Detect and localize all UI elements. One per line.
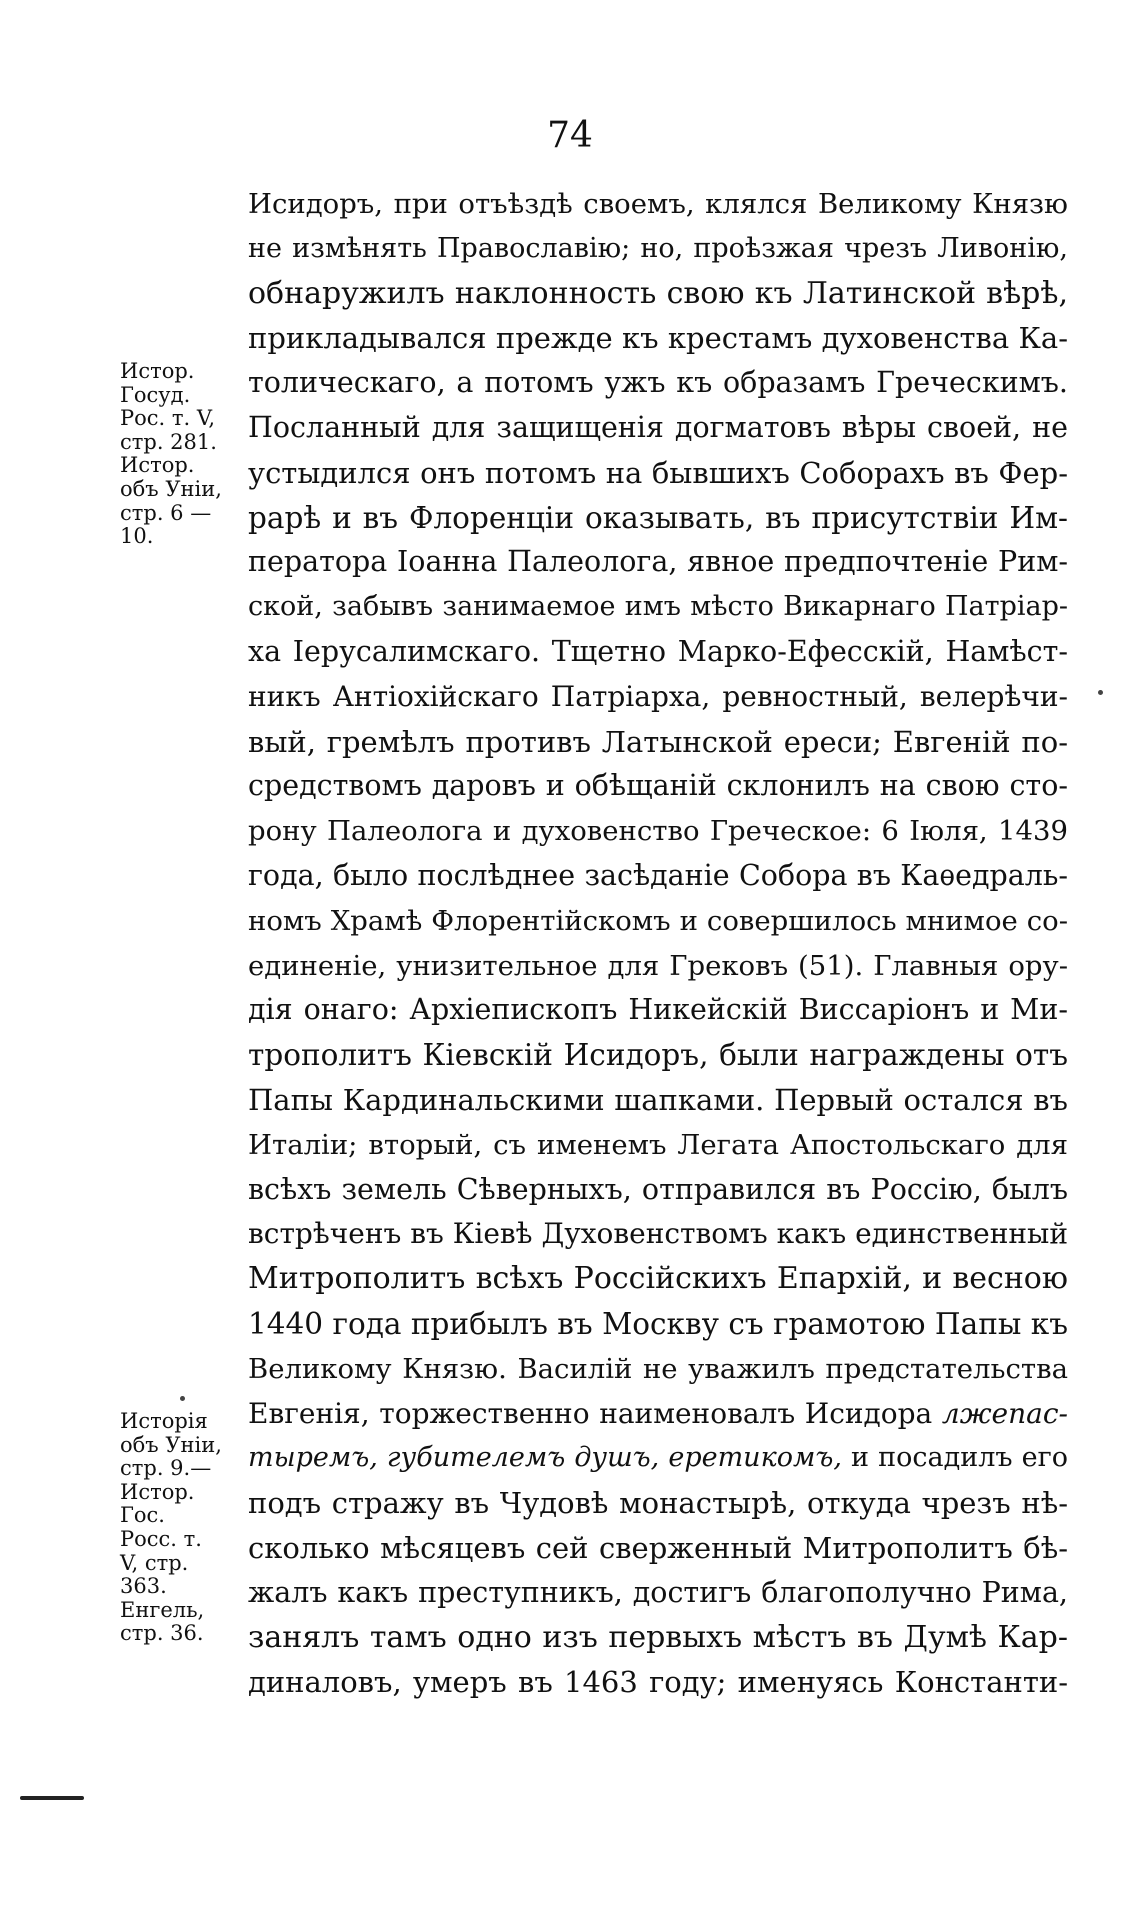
text-line: трополитъ Кіевскій Исидоръ, были награждены отъ bbox=[248, 1038, 1068, 1073]
italic-segment: тыремъ, губителемъ душъ, еретикомъ, bbox=[248, 1442, 842, 1474]
margin-note-line: Истор. bbox=[120, 359, 195, 383]
text-line: устыдился онъ потомъ на бывшихъ Соборахъ въ Фер- bbox=[248, 455, 1068, 490]
text-line: прикладывался прежде къ крестамъ духовенства Ка- bbox=[248, 321, 1068, 356]
text-segment: и посадилъ его bbox=[841, 1442, 1068, 1474]
text-line: рону Палеолога и духовенство Греческое: 6 Іюля, 1439 bbox=[248, 815, 1068, 848]
text-line: сколько мѣсяцевъ сей сверженный Митрополитъ бѣ- bbox=[248, 1530, 1068, 1565]
text-line: номъ Храмѣ Флорентійскомъ и совершилось мнимое со- bbox=[248, 904, 1068, 937]
text-line: подъ стражу въ Чудовѣ монастырѣ, откуда чрезъ нѣ- bbox=[248, 1486, 1068, 1521]
margin-note-line: Росс. т. bbox=[120, 1526, 202, 1551]
text-line: ператора Іоанна Палеолога, явное предпочтеніе Рим- bbox=[248, 545, 1068, 579]
text-line: всѣхъ земель Сѣверныхъ, отправился въ Россію, былъ bbox=[248, 1172, 1068, 1206]
margin-note-line: объ Уніи, bbox=[120, 1432, 222, 1457]
margin-note-line: стр. 9.— bbox=[120, 1456, 212, 1481]
text-line: Митрополитъ всѣхъ Россійскихъ Епархій, и весною bbox=[248, 1261, 1068, 1297]
margin-note-line: Исторія bbox=[120, 1409, 208, 1433]
text-line: вый, гремѣлъ противъ Латынской ереси; Евгеній по- bbox=[248, 724, 1068, 759]
text-line: никъ Антіохійскаго Патріарха, ревностный, велерѣчи- bbox=[248, 679, 1068, 713]
margin-note-line: V, стр. bbox=[120, 1550, 189, 1575]
text-line: рарѣ и въ Флоренціи оказывать, въ присутствіи Им- bbox=[248, 500, 1068, 535]
scan-edge-mark bbox=[20, 1796, 84, 1800]
scan-speck bbox=[180, 1396, 185, 1401]
text-line: занялъ тамъ одно изъ первыхъ мѣстъ въ Думѣ Кар- bbox=[248, 1619, 1068, 1655]
margin-note-line: стр. 281. bbox=[120, 429, 217, 454]
text-line: Папы Кардинальскими шапками. Первый остался въ bbox=[248, 1082, 1068, 1117]
text-line: средствомъ даровъ и обѣщаній склонилъ на свою сто- bbox=[248, 769, 1068, 803]
margin-note-line: Истор. bbox=[120, 453, 195, 478]
scan-speck bbox=[1098, 690, 1103, 695]
margin-note-line: Рос. т. V, bbox=[120, 406, 216, 431]
text-line: единеніе, унизительное для Грековъ (51). Главныя ору- bbox=[248, 949, 1068, 982]
text-line: ха Іерусалимскаго. Тщетно Марко-Ефесскій, Намѣст- bbox=[248, 634, 1068, 668]
margin-note-line: стр. 36. bbox=[120, 1621, 204, 1646]
text-line: диналовъ, умеръ въ 1463 году; именуясь Константи- bbox=[248, 1665, 1068, 1700]
margin-note-line: 363. bbox=[120, 1574, 167, 1599]
margin-note-line: стр. 6 — bbox=[120, 500, 212, 525]
text-line-italic-end bbox=[248, 1392, 1068, 1437]
text-line: встрѣченъ въ Кіевѣ Духовенствомъ какъ единственный bbox=[248, 1217, 1068, 1251]
margin-note-line: объ Уніи, bbox=[120, 476, 222, 501]
text-line: не измѣнять Православію; но, проѣзжая чрезъ Ливонію, bbox=[248, 232, 1068, 264]
margin-note-line: Истор. bbox=[120, 1479, 195, 1504]
margin-note-line: Енгель, bbox=[120, 1597, 205, 1622]
italic-segment: лжепас- bbox=[941, 1396, 1068, 1430]
margin-note-line: Гос. bbox=[120, 1503, 165, 1528]
text-line: Исидоръ, при отъѣздѣ своемъ, клялся Великому Князю bbox=[248, 188, 1068, 220]
margin-note-line: 10. bbox=[120, 524, 154, 549]
text-line: толическаго, а потомъ ужъ къ образамъ Греческимъ. bbox=[248, 366, 1068, 400]
text-line: 1440 года прибылъ въ Москву съ грамотою Папы къ bbox=[248, 1306, 1068, 1341]
text-line: Великому Князю. Василій не уважилъ предстательства bbox=[248, 1352, 1068, 1385]
page-number: 74 bbox=[547, 115, 593, 156]
text-segment: Евгенія, торжественно наименовалъ Исидора bbox=[248, 1396, 942, 1430]
text-line-italic-start bbox=[248, 1436, 1068, 1481]
text-line: дія онаго: Архіепископъ Никейскій Виссаріонъ и Ми- bbox=[248, 993, 1068, 1027]
margin-note-references-2 bbox=[120, 1410, 240, 1646]
text-line: ской, забывъ занимаемое имъ мѣсто Викарнаго Патріар- bbox=[248, 591, 1068, 623]
body-text bbox=[248, 182, 1068, 1705]
text-line: Посланный для защищенія догматовъ вѣры своей, не bbox=[248, 410, 1068, 444]
text-line: года, было послѣднее засѣданіе Собора въ Каѳедраль- bbox=[248, 858, 1068, 892]
margin-note-references-1 bbox=[120, 360, 240, 549]
text-line: жалъ какъ преступникъ, достигъ благополучно Рима, bbox=[248, 1575, 1068, 1609]
text-line: обнаружилъ наклонность свою къ Латинской вѣрѣ, bbox=[248, 275, 1068, 311]
margin-note-line: Госуд. bbox=[120, 382, 191, 407]
text-line: Италіи; вторый, съ именемъ Легата Апостольскаго для bbox=[248, 1128, 1068, 1161]
